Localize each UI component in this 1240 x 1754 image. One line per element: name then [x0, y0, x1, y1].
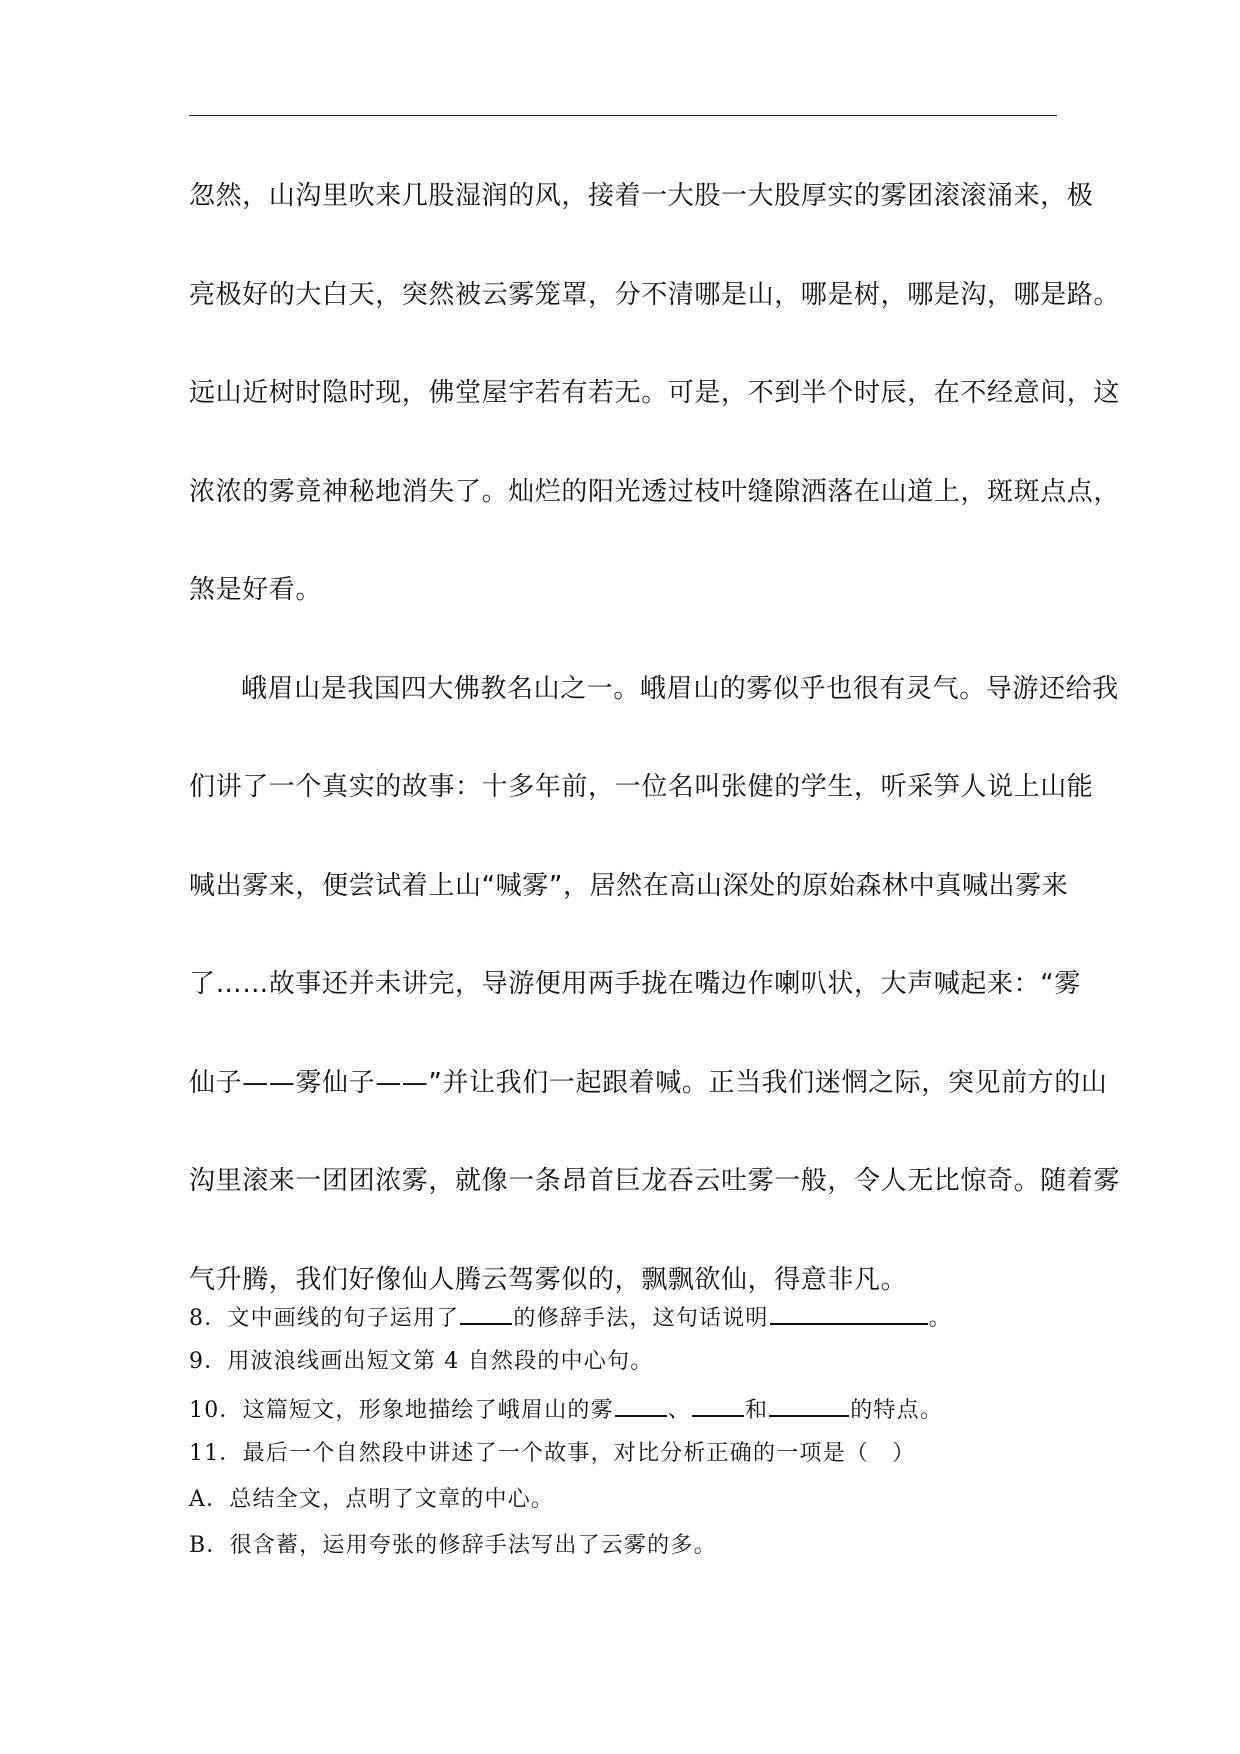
- question-text: 文中画线的句子运用了: [227, 1306, 460, 1331]
- question-11: [189, 1431, 1069, 1477]
- question-9: [189, 1339, 1069, 1385]
- question-text: 和: [745, 1398, 769, 1423]
- reading-passage: [189, 166, 1121, 1348]
- answer-blank[interactable]: [770, 1293, 928, 1325]
- question-number: 8．: [189, 1306, 228, 1331]
- question-text: 用波浪线画出短文第 4 自然段的中心句。: [227, 1349, 654, 1374]
- passage-line: 了……故事还并未讲完，导游便用两手拢在嘴边作喇叭状，大声喊起来：“雾: [189, 969, 1081, 999]
- answer-blank[interactable]: [460, 1293, 512, 1325]
- passage-line: 峨眉山是我国四大佛教名山之一。峨眉山的雾似乎也很有灵气。导游还给我: [241, 673, 1119, 704]
- passage-line: 仙子——雾仙子——”并让我们一起跟着喊。正当我们迷惘之际，突见前方的山: [189, 1067, 1108, 1098]
- option-label: A．: [189, 1487, 230, 1512]
- answer-blank[interactable]: [769, 1385, 849, 1417]
- option-b[interactable]: [189, 1523, 1069, 1569]
- option-a[interactable]: [189, 1477, 1069, 1523]
- option-text: 总结全文，点明了文章的中心。: [229, 1487, 555, 1512]
- passage-line: 们讲了一个真实的故事：十多年前，一位名叫张健的学生，听采笋人说上山能: [189, 772, 1094, 802]
- passage-line: 忽然，山沟里吹来几股湿润的风，接着一大股一大股厚实的雾团滚滚涌来，极: [189, 181, 1094, 211]
- question-number: 11．: [189, 1441, 243, 1466]
- question-text: 、: [667, 1398, 692, 1423]
- header-rule: [189, 115, 1057, 116]
- question-number: 9．: [189, 1349, 228, 1374]
- question-text: 的特点。: [850, 1398, 944, 1423]
- passage-line: 远山近树时隐时现，佛堂屋宇若有若无。可是，不到半个时辰，在不经意间，这: [189, 378, 1121, 408]
- option-label: B．: [189, 1533, 230, 1558]
- question-8: [189, 1293, 1069, 1339]
- question-text: 的修辞手法，这句话说明: [513, 1306, 769, 1331]
- question-list: [189, 1293, 1069, 1569]
- passage-line: 煞是好看。: [189, 575, 323, 605]
- answer-blank[interactable]: [692, 1385, 744, 1417]
- passage-line: 沟里滚来一团团浓雾，就像一条昂首巨龙吞云吐雾一般，令人无比惊奇。随着雾: [189, 1166, 1121, 1196]
- answer-blank[interactable]: [615, 1385, 667, 1417]
- passage-line: 亮极好的大白天，突然被云雾笼罩，分不清哪是山，哪是树，哪是沟，哪是路。: [189, 279, 1121, 310]
- question-10: [189, 1385, 1069, 1431]
- passage-line: 气升腾，我们好像仙人腾云驾雾似的，飘飘欲仙，得意非凡。: [189, 1264, 908, 1295]
- passage-line: 浓浓的雾竟神秘地消失了。灿烂的阳光透过枝叶缝隙洒落在山道上，斑斑点点，: [189, 476, 1121, 507]
- question-text: 这篇短文，形象地描绘了峨眉山的雾: [242, 1398, 614, 1423]
- question-text: 最后一个自然段中讲述了一个故事，对比分析正确的一项是（ ）: [242, 1441, 916, 1466]
- question-number: 10．: [189, 1398, 243, 1423]
- passage-line: 喊出雾来，便尝试着上山“喊雾”，居然在高山深处的原始森林中真喊出雾来: [189, 870, 1069, 901]
- option-text: 很含蓄，运用夸张的修辞手法写出了云雾的多。: [229, 1533, 717, 1558]
- question-text: 。: [928, 1306, 952, 1331]
